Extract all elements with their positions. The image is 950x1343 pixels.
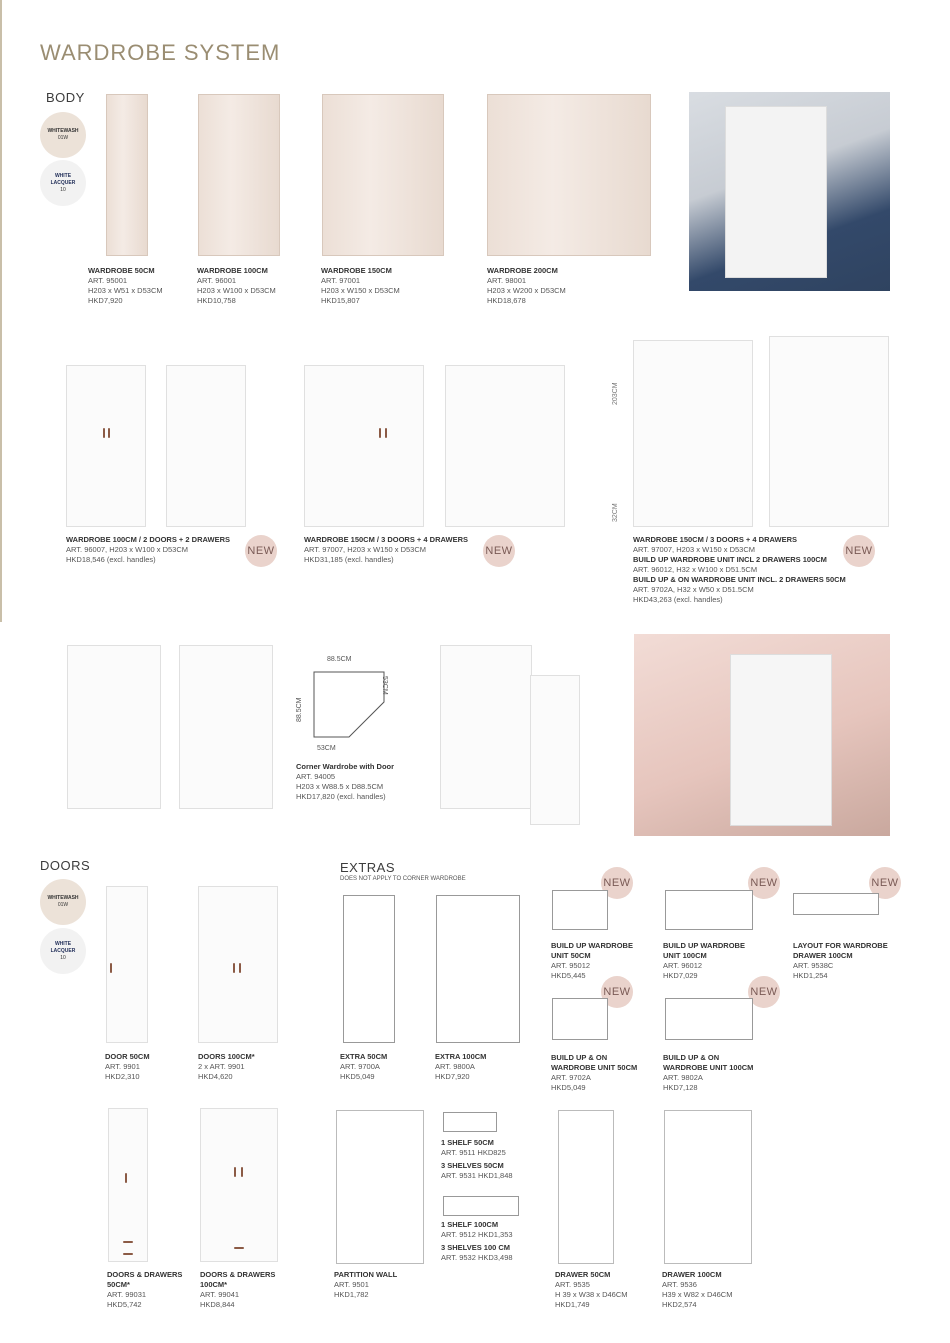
buildon-100-info [663, 1053, 753, 1093]
product-price: HKD5,742 [107, 1300, 142, 1309]
product-name: 1 SHELF 50CM [441, 1138, 494, 1147]
product-art: ART. 98001 [487, 276, 527, 285]
product-price: HKD7,920 [435, 1072, 470, 1081]
product-art: ART. 9532 HKD3,498 [441, 1253, 513, 1262]
product-name: BUILD UP & ON [663, 1053, 720, 1062]
buildon-50-drawing [552, 998, 608, 1040]
product-art: ART. 9511 HKD825 [441, 1148, 506, 1157]
product-dims: H203 x W51 x D53CM [88, 286, 163, 295]
product-art: ART. 9702A, H32 x W50 x D51.5CM [633, 585, 754, 594]
product-dims: H203 x W150 x D53CM [321, 286, 400, 295]
extra-100-drawing [436, 895, 520, 1043]
shelf-50-info [441, 1138, 513, 1181]
product-art: ART. 9901 [105, 1062, 140, 1071]
product-price: HKD1,254 [793, 971, 828, 980]
product-name: DRAWER 50CM [555, 1270, 611, 1279]
side-shelf-image [530, 675, 580, 825]
product-name: EXTRA 50CM [340, 1052, 388, 1061]
product-art: ART. 95012 [551, 961, 591, 970]
product-art: ART. 9538C [793, 961, 834, 970]
product-art: ART. 97007, H203 x W150 x D53CM [633, 545, 756, 554]
combo2-open-image [445, 365, 565, 527]
combo1-info [66, 535, 230, 565]
product-art: ART. 97001 [321, 276, 361, 285]
product-price: HKD5,049 [551, 1083, 586, 1092]
product-art: ART. 9512 HKD1,353 [441, 1230, 513, 1239]
photo-wardrobe-shape [725, 106, 827, 278]
product-art: ART. 9702A [551, 1073, 591, 1082]
product-name: 100CM* [200, 1280, 228, 1289]
product-art: ART. 9531 HKD1,848 [441, 1171, 513, 1180]
product-art: ART. 99041 [200, 1290, 240, 1299]
product-art: ART. 9800A [435, 1062, 475, 1071]
doors-heading: DOORS [40, 858, 91, 873]
dim-bottom: 53CM [317, 745, 336, 752]
combo1-closed-image [66, 365, 146, 527]
product-art: ART. 96001 [197, 276, 237, 285]
product-price: HKD18,678 [487, 296, 526, 305]
product-name: DOORS 100CM* [198, 1052, 255, 1061]
doors-drawers-50-image [108, 1108, 148, 1262]
doors-100-info [198, 1052, 255, 1082]
product-art: ART. 96012 [663, 961, 703, 970]
product-name: BUILD UP WARDROBE [663, 941, 745, 950]
product-price: HKD43,263 (excl. handles) [633, 595, 723, 604]
drawer-50-info [555, 1270, 628, 1310]
swatch-label: WHITEWASH [47, 895, 79, 901]
doors-drawers-50-info [107, 1270, 182, 1310]
buildon-50-info [551, 1053, 637, 1093]
wardrobe-150-info [321, 266, 400, 306]
layout-drawer-drawing [793, 893, 879, 915]
shelf-100-info [441, 1220, 513, 1263]
dim-32: 32CM [612, 503, 619, 522]
product-name: DOOR 50CM [105, 1052, 150, 1061]
product-name: WARDROBE 150CM / 3 DOORS + 4 DRAWERS [633, 535, 797, 544]
product-art: ART. 9700A [340, 1062, 380, 1071]
product-name: WARDROBE 100CM / 2 DOORS + 2 DRAWERS [66, 535, 230, 544]
product-price: HKD5,445 [551, 971, 586, 980]
corner-closed-image [67, 645, 161, 809]
new-badge: NEW [748, 867, 780, 899]
photo-wardrobe-shape [730, 654, 832, 826]
swatch-label: WHITE [54, 172, 72, 179]
product-name: UNIT 100CM [663, 951, 707, 960]
gold-side-rule [0, 0, 2, 622]
doors-drawers-100-image [200, 1108, 278, 1262]
product-name: WARDROBE 150CM [321, 266, 392, 275]
drawer-100-drawing [664, 1110, 752, 1264]
product-art: ART. 9501 [334, 1280, 369, 1289]
product-price: HKD1,782 [334, 1290, 369, 1299]
partition-wall-drawing [336, 1110, 424, 1264]
swatch-label: LACQUER [50, 947, 76, 954]
body-heading: BODY [46, 90, 85, 105]
corner-diagram [294, 652, 404, 757]
swatch-label: LACQUER [50, 179, 76, 186]
product-name: Corner Wardrobe with Door [296, 762, 395, 771]
combo3-closed-image [633, 340, 753, 527]
new-badge: NEW [843, 535, 875, 567]
corner-info [296, 762, 394, 802]
product-art: ART. 97007, H203 x W150 x D53CM [304, 545, 427, 554]
product-dims: H203 x W88.5 x D88.5CM [296, 782, 384, 791]
combo3-open-image [769, 336, 889, 527]
corner-shelf-image [440, 645, 532, 809]
product-name: UNIT 50CM [551, 951, 591, 960]
product-name: BUILD UP & ON WARDROBE UNIT INCL. 2 DRAWERS 50CM [633, 575, 846, 584]
dim-203: 203CM [612, 382, 619, 405]
product-price: HKD8,844 [200, 1300, 235, 1309]
product-name: WARDROBE UNIT 50CM [551, 1063, 638, 1072]
page-title: WARDROBE SYSTEM [40, 40, 281, 65]
combo2-closed-image [304, 365, 424, 527]
corner-open-image [179, 645, 273, 809]
product-dims: H203 x W100 x D53CM [197, 286, 276, 295]
wardrobe-200-info [487, 266, 566, 306]
combo1-open-image [166, 365, 246, 527]
swatch-label: WHITEWASH [47, 128, 79, 134]
product-art: 2 x ART. 9901 [198, 1062, 245, 1071]
product-price: HKD7,029 [663, 971, 698, 980]
product-price: HKD15,807 [321, 296, 360, 305]
product-name: DOORS & DRAWERS [200, 1270, 276, 1279]
product-art: ART. 96012, H32 x W100 x D51.5CM [633, 565, 758, 574]
wardrobe-50-info [88, 266, 163, 306]
swatch-label: WHITE [54, 940, 72, 947]
product-price: HKD2,310 [105, 1072, 140, 1081]
wardrobe-50-image [106, 94, 148, 256]
new-badge: NEW [748, 976, 780, 1008]
swatch-code: 01W [57, 902, 69, 908]
product-price: HKD5,049 [340, 1072, 375, 1081]
partition-info [334, 1270, 397, 1300]
product-name: BUILD UP WARDROBE [551, 941, 633, 950]
buildup-50-info [551, 941, 633, 981]
door-50-info [105, 1052, 150, 1082]
room-photo-wardrobe [689, 92, 890, 291]
buildon-100-drawing [665, 998, 753, 1040]
product-art: ART. 99031 [107, 1290, 147, 1299]
swatch-white-lacquer[interactable] [40, 160, 86, 206]
new-badge: NEW [601, 867, 633, 899]
product-name: LAYOUT FOR WARDROBE [793, 941, 888, 950]
product-price: HKD31,185 (excl. handles) [304, 555, 394, 564]
room-photo-girl [634, 634, 890, 836]
product-price: HKD18,546 (excl. handles) [66, 555, 156, 564]
door-50-image [106, 886, 148, 1043]
product-name: BUILD UP WARDROBE UNIT INCL 2 DRAWERS 100CM [633, 555, 827, 564]
extra-100-info [435, 1052, 486, 1082]
wardrobe-200-image [487, 94, 651, 256]
product-price: HKD1,749 [555, 1300, 590, 1309]
swatch-whitewash[interactable] [40, 112, 86, 158]
wardrobe-100-image [198, 94, 280, 256]
product-name: 50CM* [107, 1280, 130, 1289]
extras-heading: EXTRAS [340, 860, 396, 875]
product-name: 3 SHELVES 100 CM [441, 1243, 511, 1252]
shelf-50-drawing [443, 1112, 497, 1132]
product-art: ART. 9535 [555, 1280, 590, 1289]
product-name: 3 SHELVES 50CM [441, 1161, 504, 1170]
product-name: WARDROBE 200CM [487, 266, 558, 275]
dim-top: 88.5CM [327, 656, 352, 663]
extras-note: DOES NOT APPLY TO CORNER WARDROBE [340, 876, 466, 882]
wardrobe-100-info [197, 266, 276, 306]
product-name: DRAWER 100CM [662, 1270, 722, 1279]
product-name: BUILD UP & ON [551, 1053, 608, 1062]
new-badge: NEW [245, 535, 277, 567]
drawer-50-drawing [558, 1110, 614, 1264]
product-name: WARDROBE 100CM [197, 266, 268, 275]
product-name: 1 SHELF 100CM [441, 1220, 499, 1229]
dim-left: 88.5CM [296, 697, 303, 722]
dim-right: 53CM [381, 676, 388, 695]
product-name: DRAWER 100CM [793, 951, 853, 960]
product-price: HKD10,758 [197, 296, 236, 305]
product-art: ART. 9536 [662, 1280, 697, 1289]
product-price: HKD4,620 [198, 1072, 233, 1081]
shelf-100-drawing [443, 1196, 519, 1216]
product-price: HKD7,920 [88, 296, 123, 305]
layout-drawer-info [793, 941, 888, 981]
product-dims: H39 x W82 x D46CM [662, 1290, 733, 1299]
product-name: PARTITION WALL [334, 1270, 398, 1279]
doors-drawers-100-info [200, 1270, 275, 1310]
new-badge: NEW [869, 867, 901, 899]
product-art: ART. 9802A [663, 1073, 703, 1082]
new-badge: NEW [601, 976, 633, 1008]
corner-shape [314, 672, 384, 737]
product-dims: H203 x W200 x D53CM [487, 286, 566, 295]
product-name: WARDROBE UNIT 100CM [663, 1063, 754, 1072]
extra-50-info [340, 1052, 387, 1082]
combo2-info [304, 535, 468, 565]
buildup-100-info [663, 941, 745, 981]
wardrobe-150-image [322, 94, 444, 256]
product-price: HKD17,820 (excl. handles) [296, 792, 386, 801]
product-dims: H 39 x W38 x D46CM [555, 1290, 628, 1299]
buildup-100-drawing [665, 890, 753, 930]
swatch-code: 01W [57, 135, 69, 141]
extra-50-drawing [343, 895, 395, 1043]
drawer-100-info [662, 1270, 732, 1310]
product-price: HKD2,574 [662, 1300, 697, 1309]
product-art: ART. 96007, H203 x W100 x D53CM [66, 545, 189, 554]
buildup-50-drawing [552, 890, 608, 930]
product-name: WARDROBE 150CM / 3 DOORS + 4 DRAWERS [304, 535, 468, 544]
product-price: HKD7,128 [663, 1083, 698, 1092]
swatch-whitewash[interactable] [40, 879, 86, 925]
new-badge: NEW [483, 535, 515, 567]
swatch-white-lacquer[interactable] [40, 928, 86, 974]
swatch-code: 10 [60, 186, 66, 193]
swatch-code: 10 [60, 954, 66, 961]
product-name: EXTRA 100CM [435, 1052, 487, 1061]
product-name: DOORS & DRAWERS [107, 1270, 183, 1279]
product-name: WARDROBE 50CM [88, 266, 155, 275]
product-art: ART. 94005 [296, 772, 336, 781]
combo3-info [633, 535, 846, 605]
product-art: ART. 95001 [88, 276, 128, 285]
doors-100-image [198, 886, 278, 1043]
